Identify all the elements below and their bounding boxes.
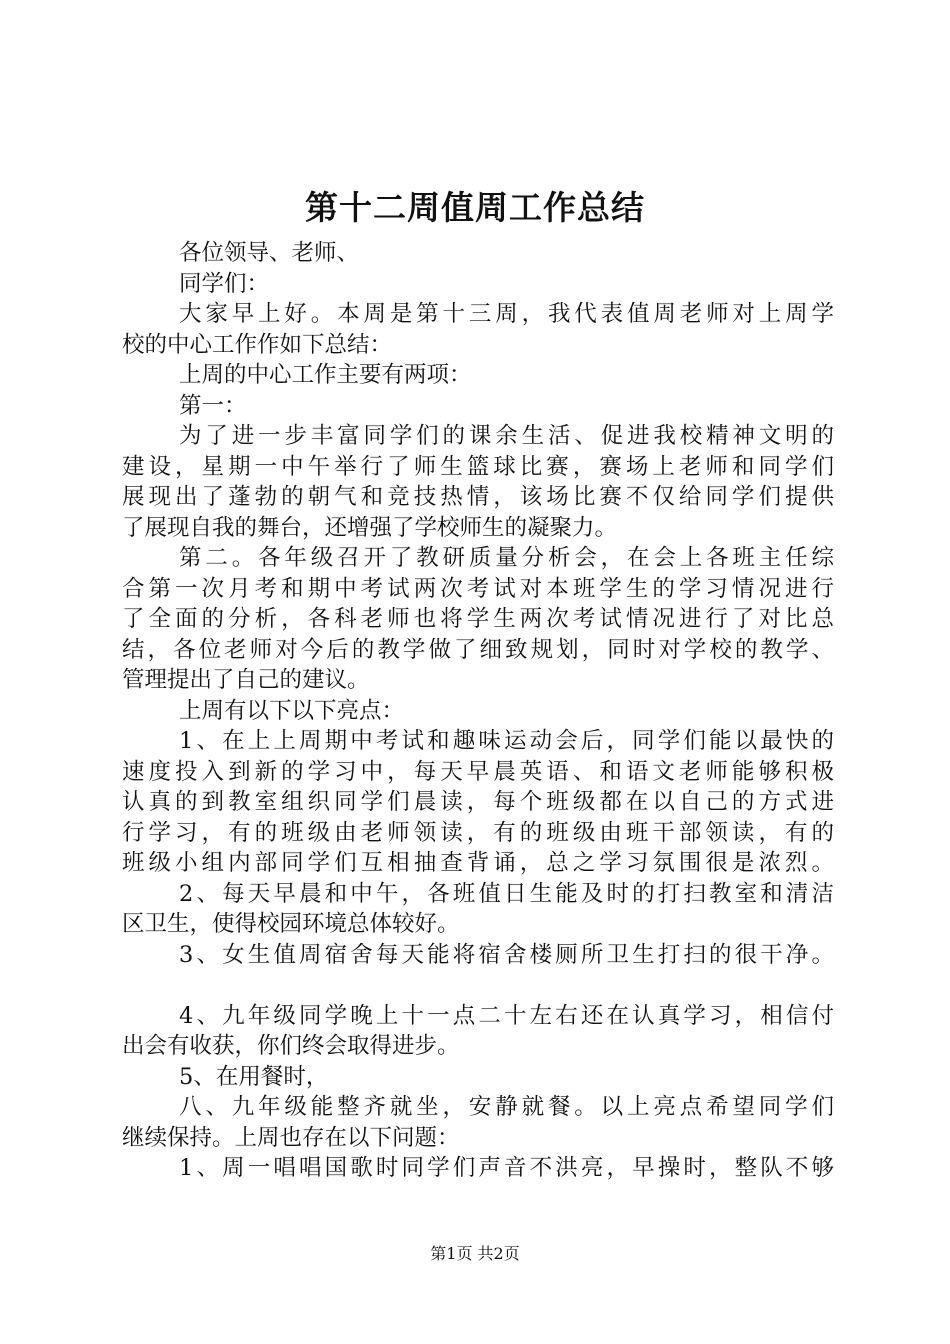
paragraph-line: 第一： [179, 392, 247, 419]
paragraph-line: 第二。各年级召开了教研质量分析会，在会上各班主任综 [179, 545, 834, 571]
paragraph-line: 了全面的分析，各科老师也将学生两次考试情况进行了对比总 [122, 606, 834, 632]
paragraph-line: 速度投入到新的学习中，每天早晨英语、和语文老师能够积极 [122, 758, 834, 785]
paragraph-line: 5、在用餐时， [179, 1063, 329, 1090]
paragraph-line: 大家早上好。本周是第十三周，我代表值周老师对上周学 [179, 301, 834, 327]
paragraph-line: 继续保持。上周也存在以下问题： [122, 1124, 460, 1151]
paragraph-line: 上周有以下以下亮点： [179, 697, 405, 724]
paragraph-line: 八、九年级能整齐就坐，安静就餐。以上亮点希望同学们 [179, 1094, 834, 1120]
paragraph-line: 展现出了蓬勃的朝气和竞技热情，该场比赛不仅给同学们提供 [122, 484, 834, 510]
paragraph-line: 4、九年级同学晚上十一点二十左右还在认真学习，相信付 [179, 1002, 834, 1029]
paragraph-line: 3、女生值周宿舍每天能将宿舍楼厕所卫生打扫的很干净。 [179, 941, 834, 968]
paragraph-line: 2、每天早晨和中午，各班值日生能及时的打扫教室和清洁 [179, 880, 834, 907]
document-title: 第十二周值周工作总结 [305, 188, 645, 227]
salutation-line: 同学们： [179, 270, 270, 297]
page-footer: 第1页 共2页 [430, 1244, 520, 1263]
paragraph-line: 合第一次月考和期中考试两次考试对本班学生的学习情况进行 [122, 575, 834, 602]
paragraph-line: 建设，星期一中午举行了师生篮球比赛，赛场上老师和同学们 [122, 453, 834, 480]
paragraph-line: 了展现自我的舞台，还增强了学校师生的凝聚力。 [122, 514, 618, 541]
blank-line [122, 970, 834, 1001]
paragraph-line: 行学习，有的班级由老师领读，有的班级由班干部领读，有的 [122, 819, 834, 846]
paragraph-line: 区卫生，使得校园环境总体较好。 [122, 911, 460, 937]
paragraph-line: 班级小组内部同学们互相抽查背诵，总之学习氛围很是浓烈。 [122, 850, 834, 876]
document-body [122, 238, 834, 1184]
paragraph-line: 管理提出了自己的建议。 [122, 667, 370, 693]
paragraph-line: 出会有收获，你们终会取得进步。 [122, 1033, 460, 1059]
paragraph-line: 为了进一步丰富同学们的课余生活、促进我校精神文明的 [179, 423, 834, 449]
paragraph-line: 结，各位老师对今后的教学做了细致规划，同时对学校的教学、 [122, 636, 834, 663]
paragraph-line: 认真的到教室组织同学们晨读，每个班级都在以自己的方式进 [122, 789, 834, 815]
paragraph-line: 校的中心工作作如下总结： [122, 331, 393, 358]
paragraph-line: 1、在上上周期中考试和趣味运动会后，同学们能以最快的 [179, 728, 834, 754]
paragraph-line: 上周的中心工作主要有两项： [179, 362, 472, 388]
paragraph-line: 1、周一唱唱国歌时同学们声音不洪亮，早操时，整队不够 [179, 1155, 834, 1181]
salutation-line: 各位领导、老师、 [179, 240, 360, 266]
